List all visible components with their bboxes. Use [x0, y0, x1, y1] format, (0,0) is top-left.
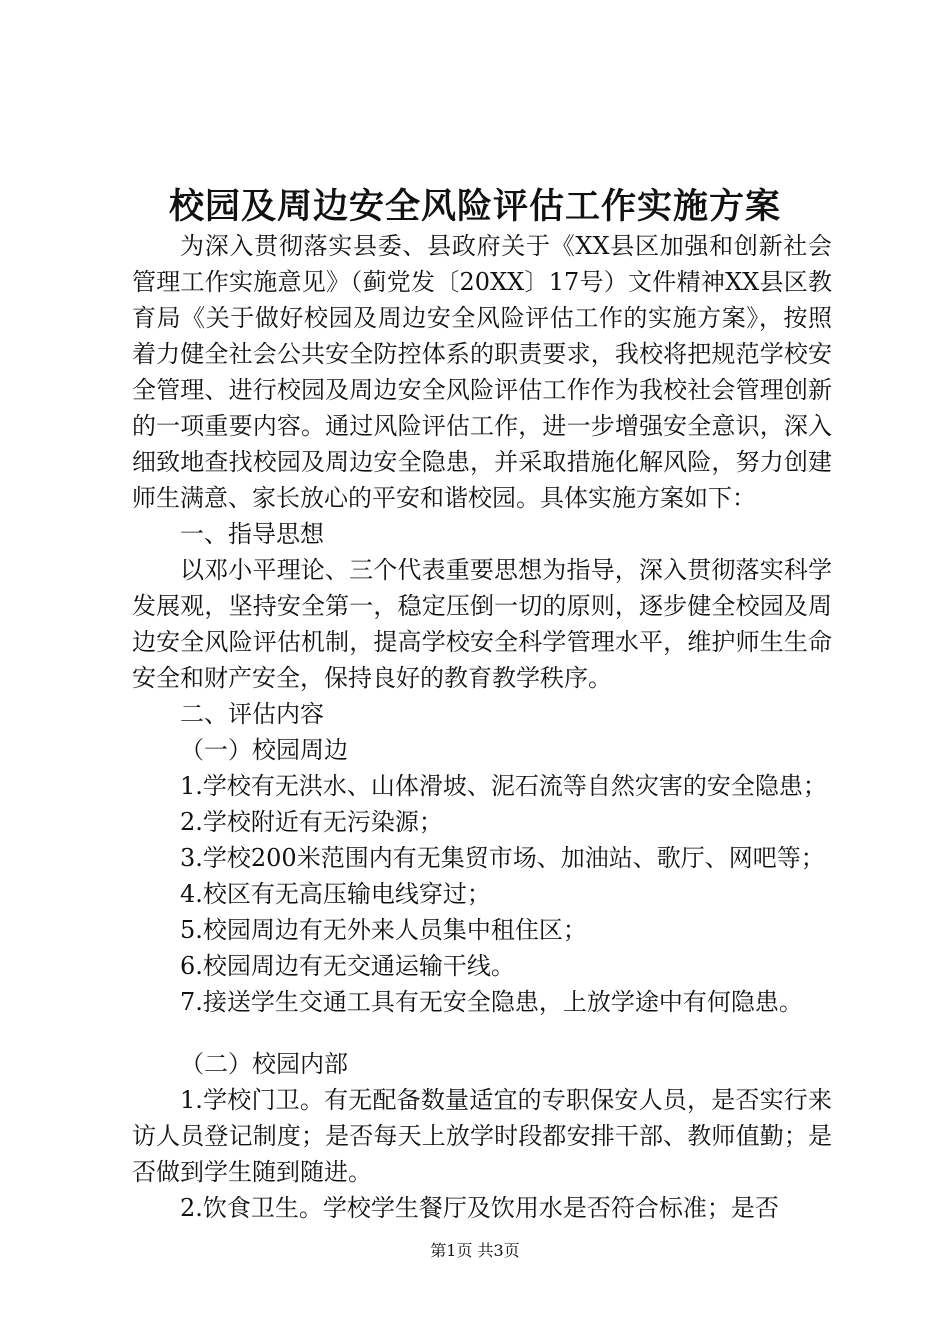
page-footer: 第1页 共3页 — [430, 1241, 520, 1260]
document-body — [132, 228, 832, 1226]
list-item: 6.校园周边有无交通运输干线。 — [180, 952, 515, 980]
section-heading-assessment-content: 二、评估内容 — [180, 700, 324, 728]
list-item: 1.学校有无洪水、山体滑坡、泥石流等自然灾害的安全隐患； — [180, 772, 827, 800]
guiding-ideology-paragraph: 以邓小平理论、三个代表重要思想为指导，深入贯彻落实科学发展观，坚持安全第一，稳定压倒一切的原则，逐步健全校园及周边安全风险评估机制，提高学校安全科学管理水平，维护师生生命安全和财产安全，保持良好的教育教学秩序。 — [132, 556, 832, 692]
subsection-heading-campus-interior: （二）校园内部 — [180, 1050, 348, 1078]
list-item: 7.接送学生交通工具有无安全隐患，上放学途中有何隐患。 — [180, 988, 803, 1016]
subsection-heading-campus-surroundings: （一）校园周边 — [180, 736, 348, 764]
document-title: 校园及周边安全风险评估工作实施方案 — [168, 186, 781, 227]
list-item: 5.校园周边有无外来人员集中租住区； — [180, 916, 587, 944]
list-item: 4.校区有无高压输电线穿过； — [180, 880, 491, 908]
list-item: 3.学校200米范围内有无集贸市场、加油站、歌厅、网吧等； — [180, 844, 825, 872]
intro-paragraph: 为深入贯彻落实县委、县政府关于《XX县区加强和创新社会管理工作实施意见》（蓟党发〔20XX〕17号）文件精神XX县区教育局《关于做好校园及周边安全风险评估工作的实施方案》，按照着力健全社会公共安全防控体系的职责要求，我校将把规范学校安全管理、进行校园及周边安全风险评估工作作为我校社会管理创新的一项重要内容。通过风险评估工作，进一步增强安全意识，深入细致地查找校园及周边安全隐患，并采取措施化解风险，努力创建师生满意、家长放心的平安和谐校园。具体实施方案如下： — [132, 232, 832, 512]
section-heading-guiding-ideology: 一、指导思想 — [180, 520, 324, 548]
list-item: 2.学校附近有无污染源； — [180, 808, 443, 836]
list-item: 2.饮食卫生。学校学生餐厅及饮用水是否符合标准；是否 — [180, 1194, 779, 1222]
list-item: 1.学校门卫。有无配备数量适宜的专职保安人员，是否实行来访人员登记制度；是否每天上放学时段都安排干部、教师值勤；是否做到学生随到随进。 — [132, 1086, 832, 1186]
paragraph-spacer — [132, 1020, 832, 1046]
